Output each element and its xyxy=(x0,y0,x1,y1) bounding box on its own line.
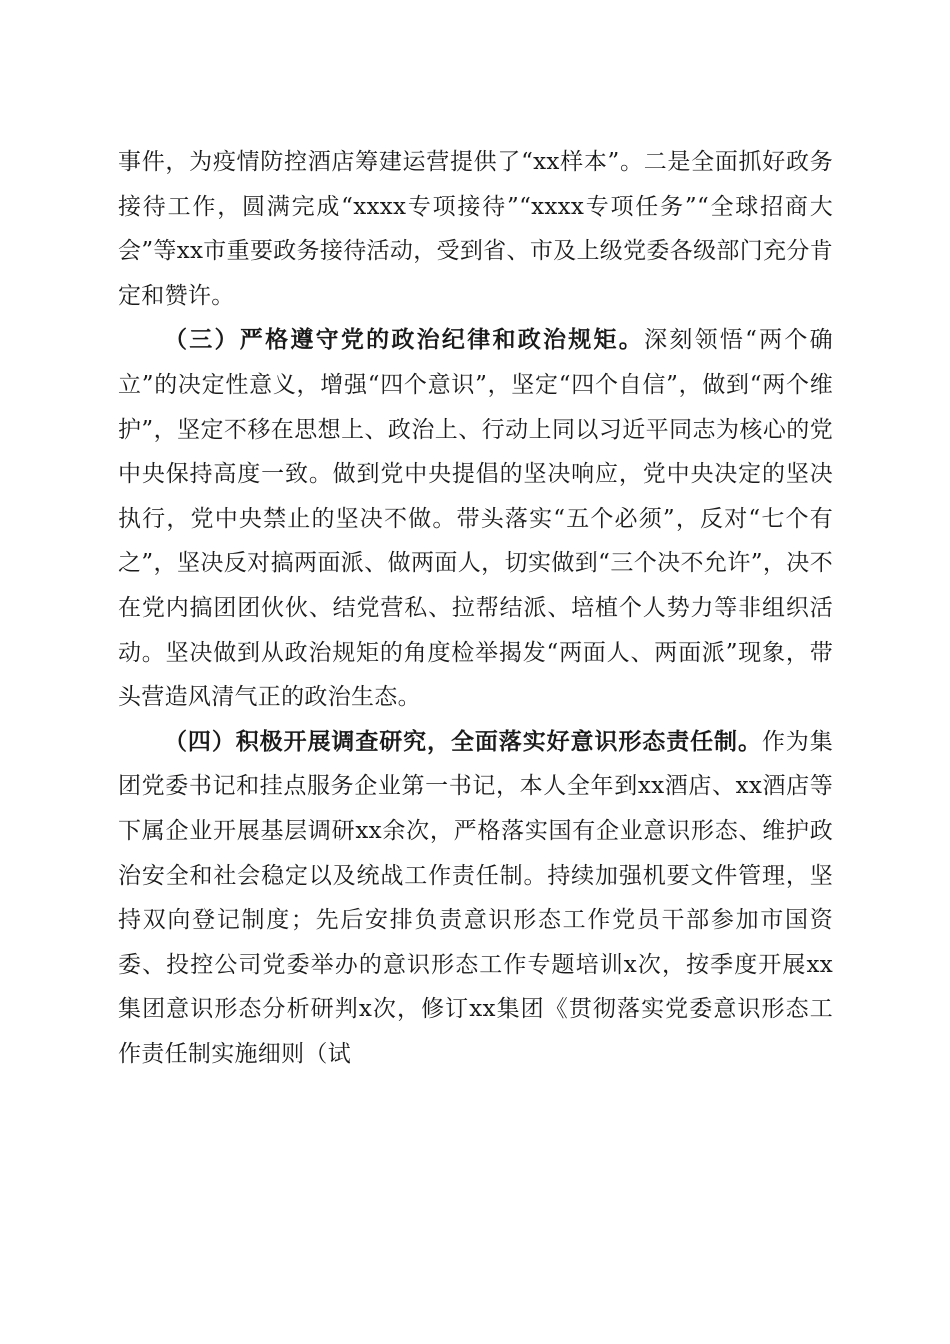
section-heading: （四）积极开展调查研究，全面落实好意识形态责任制。 xyxy=(164,727,762,755)
paragraph-body: 深刻领悟“两个确立”的决定性意义，增强“四个意识”，坚定“四个自信”，做到“两个维护”，坚定不移在思想上、政治上、行动上同以习近平同志为核心的党中央保持高度一致。做到党中央提倡的坚决响应，党中央决定的坚决执行，党中央禁止的坚决不做。带头落实“五个必须”，反对“七个有之”，坚决反对搞两面派、做两面人，切实做到“三个决不允许”，决不在党内搞团团伙伙、结党营私、拉帮结派、培植个人势力等非组织活动。坚决做到从政治规矩的角度检举揭发“两面人、两面派”现象，带头营造风清气正的政治生态。 xyxy=(118,327,833,711)
paragraph-body: 事件，为疫情防控酒店筹建运营提供了“xx样本”。二是全面抓好政务接待工作，圆满完成“xxxx专项接待”“xxxx专项任务”“全球招商大会”等xx市重要政务接待活动，受到省、市及上级党委各级部门充分肯定和赞许。 xyxy=(118,149,833,309)
section-heading: （三）严格遵守党的政治纪律和政治规矩。 xyxy=(164,326,645,354)
paragraph-section-3 xyxy=(118,318,833,719)
paragraph-body: 作为集团党委书记和挂点服务企业第一书记，本人全年到xx酒店、xx酒店等下属企业开展基层调研xx余次，严格落实国有企业意识形态、维护政治安全和社会稳定以及统战工作责任制。持续加强机要文件管理，坚持双向登记制度；先后安排负责意识形态工作党员干部参加市国资委、投控公司党委举办的意识形态工作专题培训x次，按季度开展xx集团意识形态分析研判x次，修订xx集团《贯彻落实党委意识形态工作责任制实施细则（试 xyxy=(118,728,834,1067)
document-body xyxy=(118,140,833,1076)
paragraph-section-4 xyxy=(118,720,833,1077)
paragraph-continuation xyxy=(118,140,833,318)
